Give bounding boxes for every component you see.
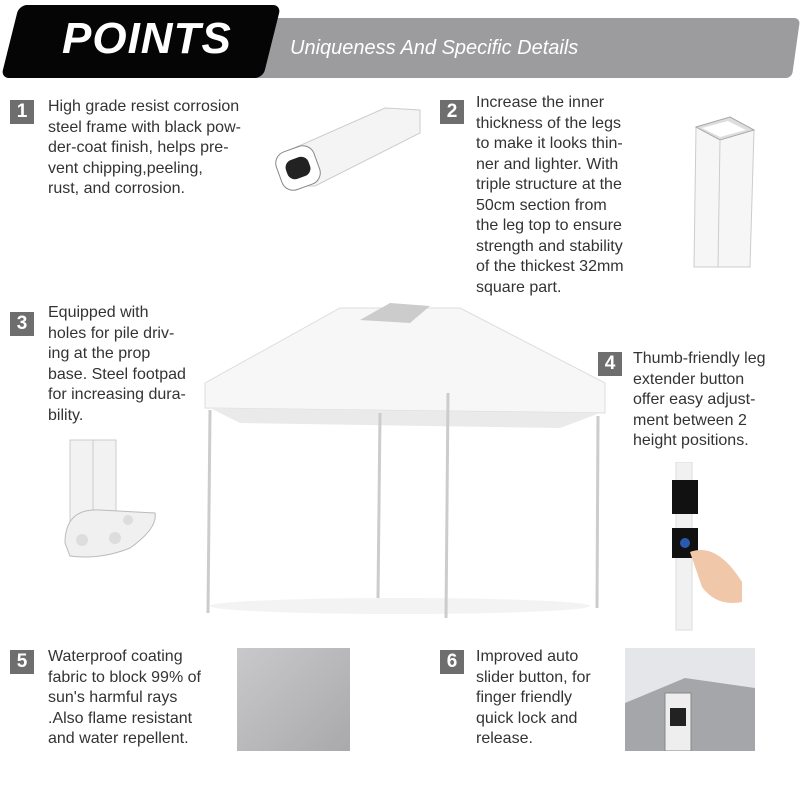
slider-button-image (625, 648, 755, 751)
waterproof-fabric-image (237, 648, 350, 751)
description-line: ing at the prop (48, 345, 151, 362)
description-line: Waterproof coating (48, 648, 183, 665)
description-line: sun's harmful rays (48, 689, 178, 706)
description-line: for increasing dura- (48, 386, 186, 403)
point-number-badge: 1 (10, 100, 34, 124)
page-title: POINTS (62, 14, 232, 63)
description-line: thickness of the legs (476, 114, 621, 132)
point-number-badge: 5 (10, 650, 34, 674)
description-line: strength and stability (476, 237, 623, 255)
description-line: extender button (633, 370, 745, 388)
page-subtitle: Uniqueness And Specific Details (290, 37, 579, 59)
point-description (48, 647, 201, 750)
description-line: quick lock and (476, 709, 578, 727)
description-line: bility. (48, 406, 84, 424)
description-line: holes for pile driv- (48, 324, 175, 342)
description-line: square part. (476, 278, 562, 296)
description-line: fabric to block 99% of (48, 668, 201, 686)
canopy-tent-image (200, 298, 610, 618)
description-line: 50cm section from (476, 196, 607, 214)
description-line: and water repellent. (48, 730, 189, 747)
description-line: Thumb-friendly leg (633, 350, 766, 367)
point-number-badge: 2 (440, 100, 464, 124)
leg-extender-image (662, 462, 757, 632)
description-line: High grade resist corrosion (48, 98, 240, 115)
description-line: Improved auto (476, 648, 579, 665)
description-line: finger friendly (476, 689, 573, 706)
point-number-badge: 3 (10, 312, 34, 336)
point-description (48, 303, 186, 426)
description-line: the leg top to ensure (476, 217, 622, 234)
description-line: to make it looks thin- (476, 135, 623, 152)
description-line: of the thickest 32mm (476, 258, 624, 275)
description-line: Equipped with (48, 304, 149, 321)
description-line: slider button, for (476, 668, 591, 686)
description-line: vent chipping,peeling, (48, 159, 203, 177)
point-description (633, 349, 766, 452)
description-line: Increase the inner (476, 94, 605, 111)
description-line: height positions. (633, 432, 749, 449)
description-line: .Also flame resistant (48, 709, 193, 727)
description-line: rust, and corrosion. (48, 180, 185, 197)
oval-tube-image (275, 98, 425, 193)
point-number-badge: 6 (440, 650, 464, 674)
description-line: release. (476, 730, 533, 747)
point-number-badge: 4 (598, 352, 622, 376)
description-line: base. Steel footpad (48, 365, 186, 383)
footpad-image (60, 438, 160, 563)
point-description (476, 647, 591, 750)
square-leg-image (688, 112, 760, 270)
description-line: triple structure at the (476, 176, 622, 193)
description-line: ment between 2 (633, 411, 747, 429)
description-line: offer easy adjust- (633, 391, 756, 408)
point-description (476, 93, 624, 298)
description-line: steel frame with black pow- (48, 118, 241, 136)
description-line: der-coat finish, helps pre- (48, 139, 229, 156)
point-description (48, 97, 241, 200)
description-line: ner and lighter. With (476, 155, 619, 173)
